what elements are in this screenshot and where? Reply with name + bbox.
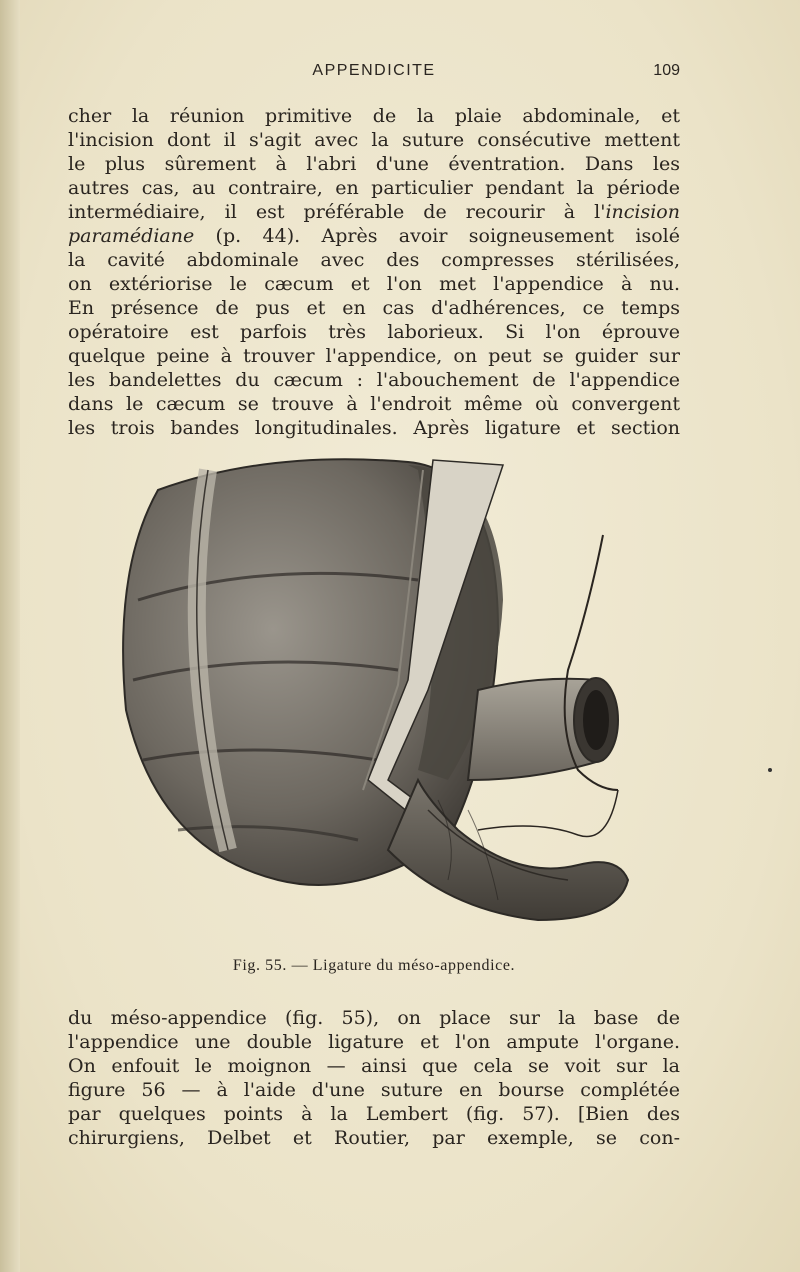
italic-term: paramédiane <box>68 225 195 247</box>
running-head-title: APPENDICITE <box>312 62 436 79</box>
ink-speck <box>768 768 772 772</box>
text-line: dans le cæcum se trouve à l'endroit même où convergent <box>68 393 680 415</box>
text-line: chirurgiens, Delbet et Routier, par exemple, se con- <box>68 1127 680 1149</box>
text-line: On enfouit le moignon — ainsi que cela se voit sur la <box>68 1055 680 1077</box>
text-run: intermédiaire, il est préférable de recourir à l' <box>68 201 606 223</box>
text-run: (p. 44). Après avoir soigneusement isolé <box>194 225 680 247</box>
italic-term: incision <box>605 201 680 223</box>
text-line: on extériorise le cæcum et l'on met l'appendice à nu. <box>68 273 680 295</box>
text-line-with-italic <box>68 224 680 248</box>
text-line: quelque peine à trouver l'appendice, on peut se guider sur <box>68 345 680 367</box>
page-gutter <box>0 0 20 1272</box>
figure-caption: Fig. 55. — Ligature du méso-appendice. <box>232 957 516 974</box>
text-line: les trois bandes longitudinales. Après ligature et section <box>68 417 680 439</box>
text-line: En présence de pus et en cas d'adhérences, ce temps <box>68 297 680 319</box>
running-head <box>68 62 680 86</box>
text-line: l'incision dont il s'agit avec la suture consécutive mettent <box>68 129 680 151</box>
appendix-shape <box>388 780 628 920</box>
paragraph-bottom <box>68 1006 680 1150</box>
text-line: la cavité abdominale avec des compresses stérilisées, <box>68 249 680 271</box>
text-line: cher la réunion primitive de la plaie abdominale, et <box>68 105 680 127</box>
text-line-with-italic <box>68 200 680 224</box>
paragraph-top <box>68 104 680 440</box>
text-line: le plus sûrement à l'abri d'une éventration. Dans les <box>68 153 680 175</box>
text-line: du méso-appendice (fig. 55), on place sur la base de <box>68 1007 680 1029</box>
text-line: opératoire est parfois très laborieux. Si l'on éprouve <box>68 321 680 343</box>
text-line: l'appendice une double ligature et l'on ampute l'organe. <box>68 1031 680 1053</box>
text-line: autres cas, au contraire, en particulier pendant la période <box>68 177 680 199</box>
page-number: 109 <box>653 62 680 79</box>
text-line: les bandelettes du cæcum : l'abouchement de l'appendice <box>68 369 680 391</box>
text-line: figure 56 — à l'aide d'une suture en bourse complétée <box>68 1079 680 1101</box>
anatomical-illustration <box>118 450 638 950</box>
text-line: par quelques points à la Lembert (fig. 57). [Bien des <box>68 1103 680 1125</box>
